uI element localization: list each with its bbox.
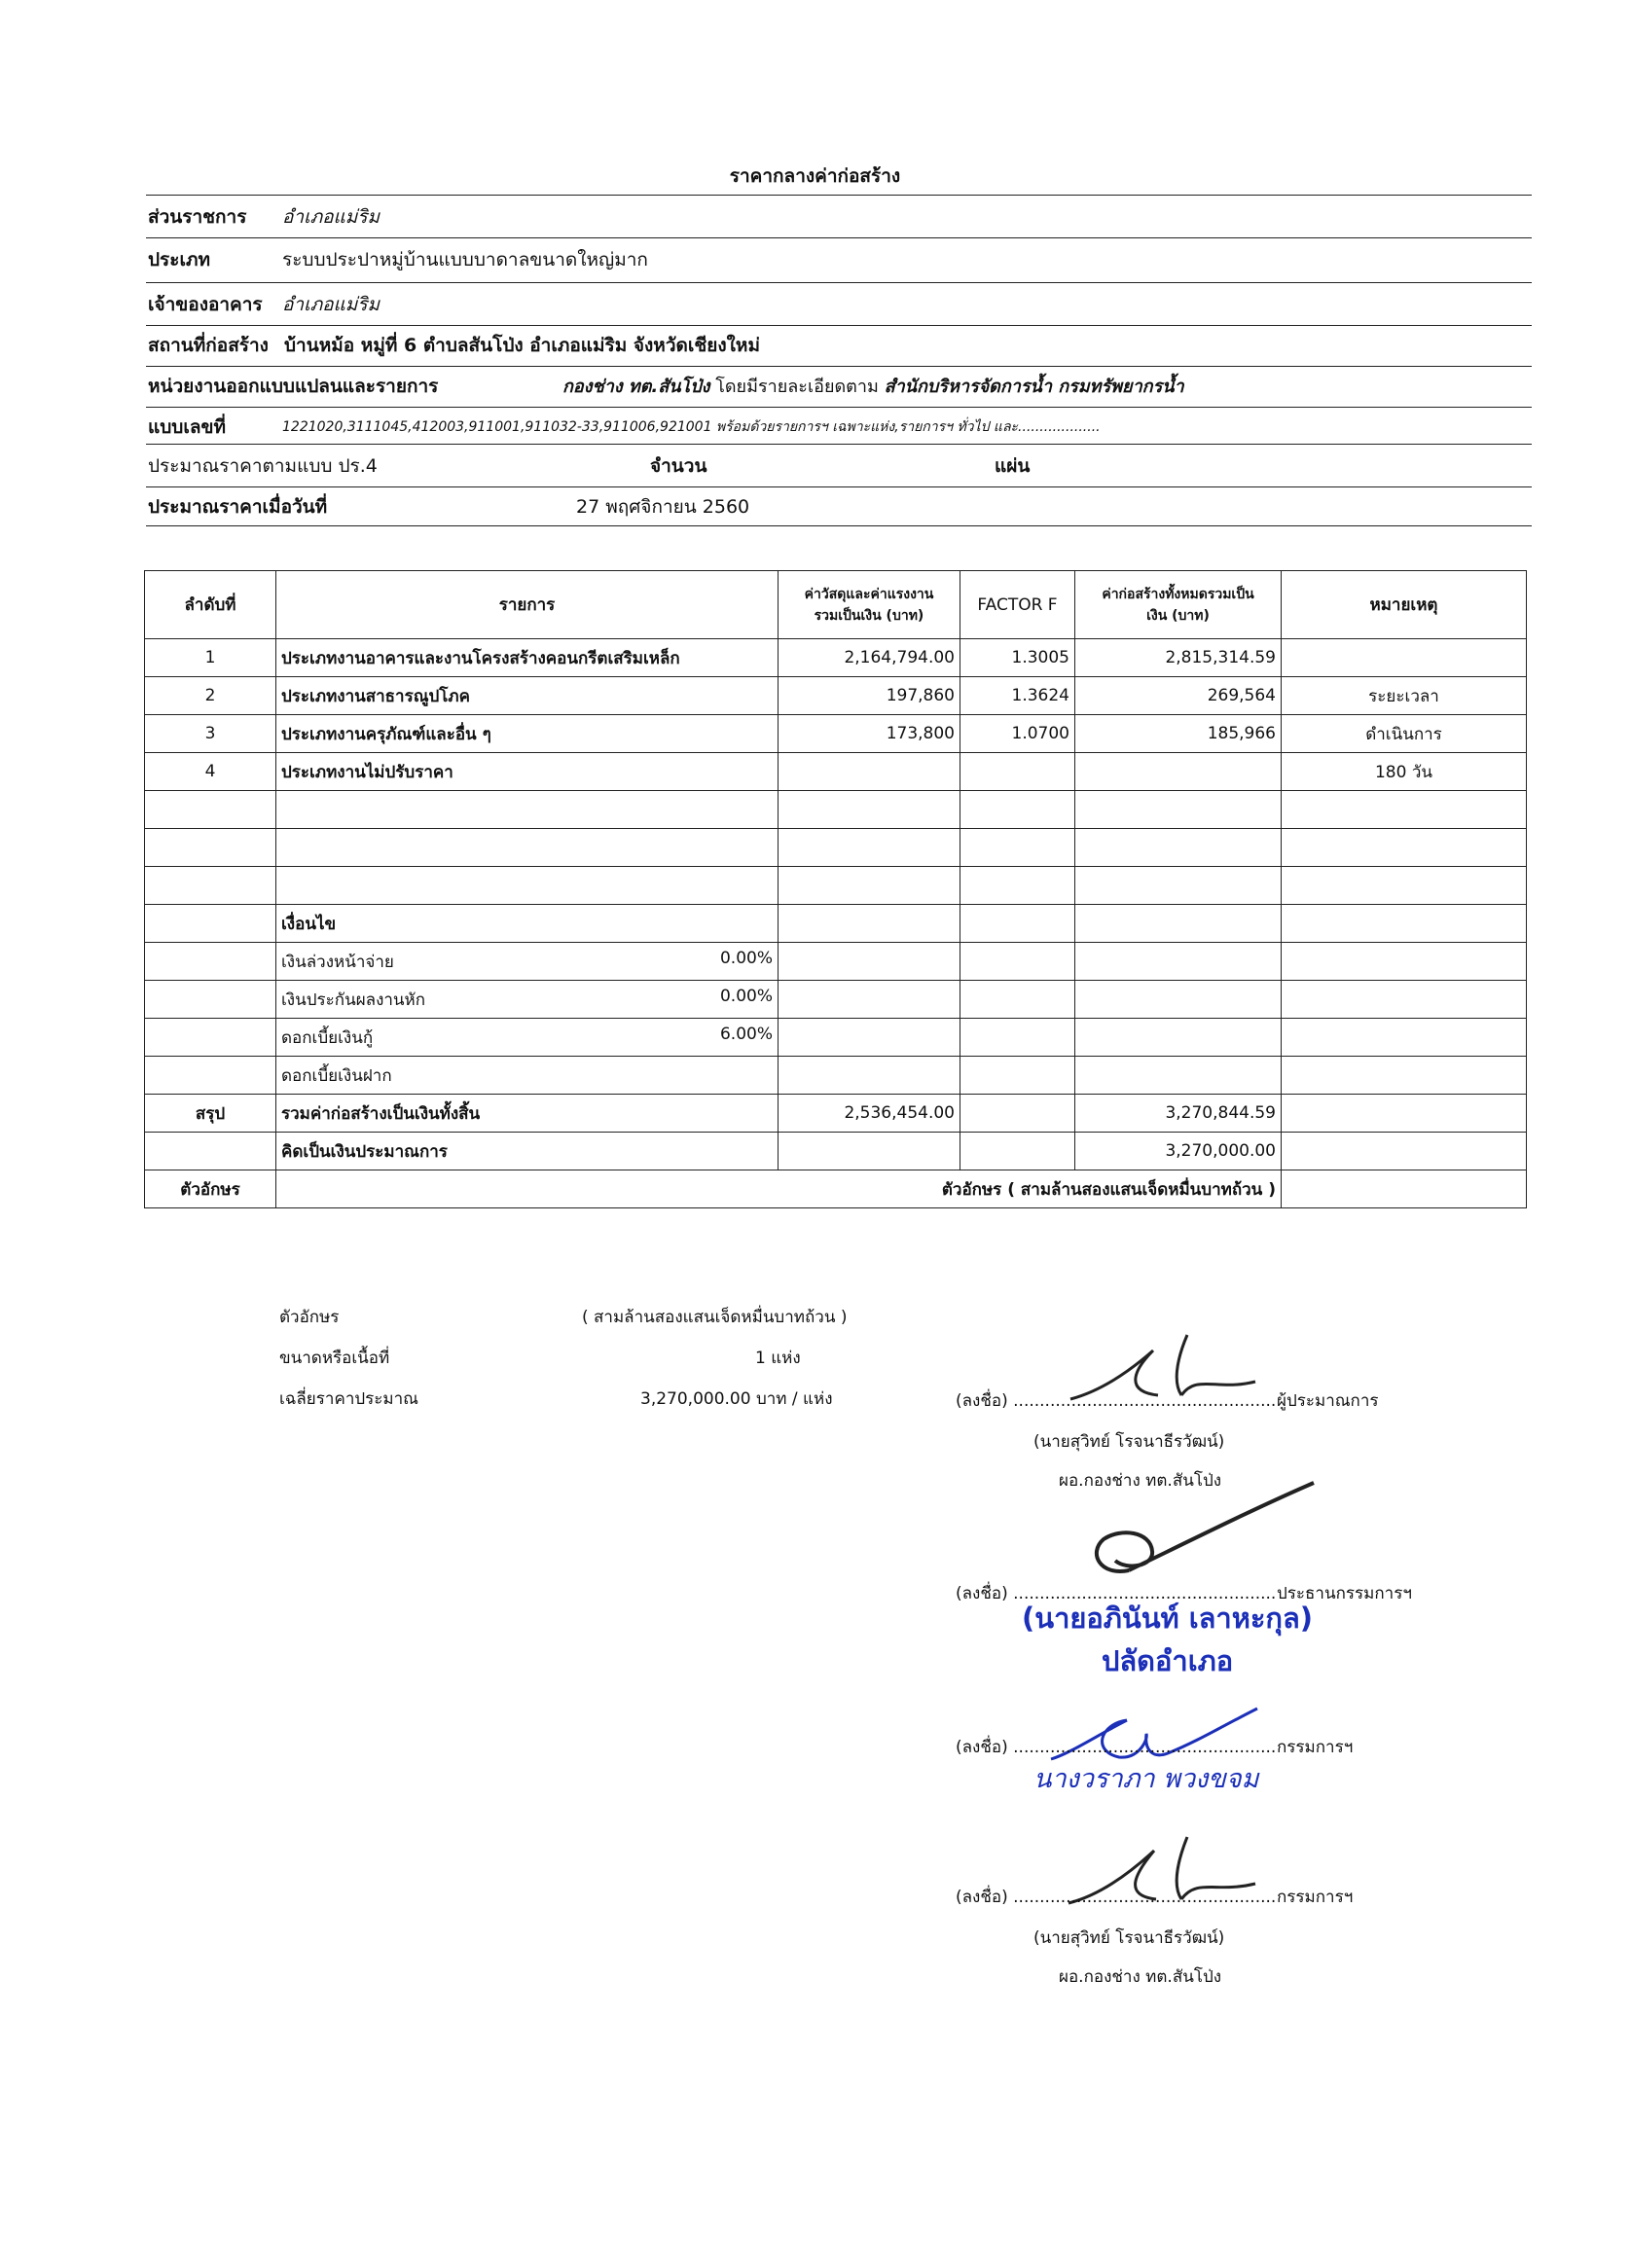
letters-value: ตัวอักษร ( สามล้านสองแสนเจ็ดหมื่นบาทถ้วน ) xyxy=(276,1170,1282,1208)
date-value: 27 พฤศจิกายน 2560 xyxy=(576,496,750,518)
col-header-total-line1: ค่าก่อสร้างทั้งหมดรวมเป็น xyxy=(1102,586,1254,602)
table-row-empty xyxy=(145,829,1527,867)
signature-line: (ลงชื่อ) .................................................. xyxy=(956,1888,1277,1907)
table-row xyxy=(145,639,1527,677)
footer-size-value: 1 แห่ง xyxy=(755,1349,801,1368)
table-header-row xyxy=(145,571,1527,639)
divider xyxy=(146,366,1532,367)
row-total xyxy=(1075,753,1282,791)
row-remark: 180 วัน xyxy=(1282,753,1527,791)
condition-row xyxy=(145,1019,1527,1057)
col-header-remark: หมายเหตุ xyxy=(1282,571,1527,639)
col-header-item: รายการ xyxy=(276,571,779,639)
signature-role: ประธานกรรมการฯ xyxy=(1277,1584,1412,1603)
agency-label: ส่วนราชการ xyxy=(148,206,247,228)
footer-letters-value: ( สามล้านสองแสนเจ็ดหมื่นบาทถ้วน ) xyxy=(582,1308,848,1327)
letters-label: ตัวอักษร xyxy=(145,1170,276,1208)
designer-note: โดยมีรายละเอียดตาม xyxy=(715,377,879,397)
table-row xyxy=(145,715,1527,753)
designer-ref: สำนักบริหารจัดการน้ำ กรมทรัพยากรน้ำ xyxy=(884,377,1184,397)
condition-cell xyxy=(276,981,779,1019)
row-no: 4 xyxy=(145,753,276,791)
row-item: ประเภทงานอาคารและงานโครงสร้างคอนกรีตเสริมเหล็ก xyxy=(276,639,779,677)
signer-name: (นายสุวิทย์ โรจนาธีรวัฒน์) xyxy=(1033,1928,1225,1948)
row-factor: 1.3624 xyxy=(960,677,1075,715)
row-total: 185,966 xyxy=(1075,715,1282,753)
agency-value: อำเภอแม่ริม xyxy=(282,206,380,228)
plan-no-label: แบบเลขที่ xyxy=(148,416,227,438)
signature-line: (ลงชื่อ) .................................................. xyxy=(956,1738,1277,1757)
col-header-factor: FACTOR F xyxy=(960,571,1075,639)
condition-cell xyxy=(276,1057,779,1095)
row-no: 1 xyxy=(145,639,276,677)
summary-label: สรุป xyxy=(145,1095,276,1133)
row-item: ประเภทงานครุภัณฑ์และอื่น ๆ xyxy=(276,715,779,753)
conditions-label: เงื่อนไข xyxy=(276,905,779,943)
type-value: ระบบประปาหมู่บ้านแบบบาดาลขนาดใหญ่มาก xyxy=(282,249,648,270)
summary-row xyxy=(145,1095,1527,1133)
official-stamp-title: ปลัดอำเภอ xyxy=(1102,1644,1234,1677)
signer-title: ผอ.กองช่าง ทต.สันโป่ง xyxy=(1059,1471,1222,1491)
row-factor xyxy=(960,753,1075,791)
row-material: 197,860 xyxy=(779,677,960,715)
summary-item: รวมค่าก่อสร้างเป็นเงินทั้งสิ้น xyxy=(276,1095,779,1133)
footer-avg-label: เฉลี่ยราคาประมาณ xyxy=(279,1389,418,1409)
footer-letters-label: ตัวอักษร xyxy=(279,1308,340,1327)
row-factor: 1.0700 xyxy=(960,715,1075,753)
condition-label: ดอกเบี้ยเงินฝาก xyxy=(281,1065,392,1086)
condition-pct: 0.00% xyxy=(719,986,773,1006)
estimate-total: 3,270,000.00 xyxy=(1075,1133,1282,1170)
summary-total: 3,270,844.59 xyxy=(1075,1095,1282,1133)
divider xyxy=(146,407,1532,408)
condition-label: เงินประกันผลงานหัก xyxy=(281,990,426,1010)
designer-value xyxy=(562,372,1184,400)
owner-value: อำเภอแม่ริม xyxy=(282,294,380,315)
signature-role: ผู้ประมาณการ xyxy=(1277,1391,1379,1411)
summary-material: 2,536,454.00 xyxy=(779,1095,960,1133)
conditions-header-row xyxy=(145,905,1527,943)
estimate-row xyxy=(145,1133,1527,1170)
col-header-material-line2: รวมเป็นเงิน (บาท) xyxy=(814,607,924,624)
col-header-no: ลำดับที่ xyxy=(145,571,276,639)
estimate-item: คิดเป็นเงินประมาณการ xyxy=(276,1133,779,1170)
condition-label: ดอกเบี้ยเงินกู้ xyxy=(281,1027,374,1048)
letters-row xyxy=(145,1170,1527,1208)
row-remark xyxy=(1282,639,1527,677)
condition-row xyxy=(145,943,1527,981)
signer-name: (นายสุวิทย์ โรจนาธีรวัฒน์) xyxy=(1033,1432,1225,1452)
col-header-total-line2: เงิน (บาท) xyxy=(1146,607,1210,624)
footer-size-label: ขนาดหรือเนื้อที่ xyxy=(279,1349,390,1368)
designer-label: หน่วยงานออกแบบแปลนและรายการ xyxy=(148,376,439,397)
divider xyxy=(146,282,1532,283)
divider xyxy=(146,325,1532,326)
quantity-label: จำนวน xyxy=(650,455,707,477)
designer-name: กองช่าง ทต.สันโป่ง xyxy=(562,377,710,397)
condition-row xyxy=(145,981,1527,1019)
estimate-label: ประมาณราคาตามแบบ ปร.4 xyxy=(148,455,378,477)
sheet-label: แผ่น xyxy=(995,455,1031,477)
row-remark: ระยะเวลา xyxy=(1282,677,1527,715)
row-factor: 1.3005 xyxy=(960,639,1075,677)
owner-label: เจ้าของอาคาร xyxy=(148,294,263,315)
signature-line: (ลงชื่อ) .................................................. xyxy=(956,1391,1277,1411)
row-total: 2,815,314.59 xyxy=(1075,639,1282,677)
divider xyxy=(146,195,1532,196)
condition-cell xyxy=(276,943,779,981)
divider xyxy=(146,444,1532,445)
handwritten-signature xyxy=(1070,1469,1323,1586)
row-item: ประเภทงานสาธารณูปโภค xyxy=(276,677,779,715)
date-label: ประมาณราคาเมื่อวันที่ xyxy=(148,496,328,518)
site-value: บ้านหม้อ หมู่ที่ 6 ตำบลสันโป่ง อำเภอแม่ริม จังหวัดเชียงใหม่ xyxy=(284,335,760,356)
condition-label: เงินล่วงหน้าจ่าย xyxy=(281,952,394,972)
row-no: 3 xyxy=(145,715,276,753)
row-no: 2 xyxy=(145,677,276,715)
handwritten-signature xyxy=(1051,1323,1265,1411)
handwritten-name: นางวราภา พวงขจม xyxy=(1033,1764,1259,1794)
row-material: 173,800 xyxy=(779,715,960,753)
condition-pct: 6.00% xyxy=(719,1024,773,1044)
table-row-empty xyxy=(145,791,1527,829)
footer-avg-value: 3,270,000.00 บาท / แห่ง xyxy=(640,1389,833,1409)
table-row-empty xyxy=(145,867,1527,905)
row-remark: ดำเนินการ xyxy=(1282,715,1527,753)
signature-role: กรรมการฯ xyxy=(1277,1738,1354,1757)
plan-no-value: 1221020,3111045,412003,911001,911032-33,911006,921001 พร้อมด้วยรายการฯ เฉพาะแห่ง,รายการฯ ทั่วไป และ................... xyxy=(282,419,1101,435)
col-header-total xyxy=(1075,571,1282,639)
col-header-material xyxy=(779,571,960,639)
official-stamp-name: (นายอภินันท์ เลาหะกุล) xyxy=(1022,1602,1313,1635)
table-row xyxy=(145,677,1527,715)
table-row xyxy=(145,753,1527,791)
document-title: ราคากลางค่าก่อสร้าง xyxy=(729,165,901,187)
signature-line: (ลงชื่อ) .................................................. xyxy=(956,1584,1277,1603)
site-label: สถานที่ก่อสร้าง xyxy=(148,335,269,356)
col-header-material-line1: ค่าวัสดุและค่าแรงงาน xyxy=(804,586,934,602)
condition-cell xyxy=(276,1019,779,1057)
divider xyxy=(146,525,1532,526)
condition-row xyxy=(145,1057,1527,1095)
signer-title: ผอ.กองช่าง ทต.สันโป่ง xyxy=(1059,1967,1222,1987)
row-material xyxy=(779,753,960,791)
condition-pct: 0.00% xyxy=(719,948,773,968)
divider xyxy=(146,486,1532,487)
row-total: 269,564 xyxy=(1075,677,1282,715)
divider xyxy=(146,237,1532,238)
cost-table xyxy=(144,570,1527,1208)
row-item: ประเภทงานไม่ปรับราคา xyxy=(276,753,779,791)
row-material: 2,164,794.00 xyxy=(779,639,960,677)
signature-role: กรรมการฯ xyxy=(1277,1888,1354,1907)
type-label: ประเภท xyxy=(148,249,211,270)
